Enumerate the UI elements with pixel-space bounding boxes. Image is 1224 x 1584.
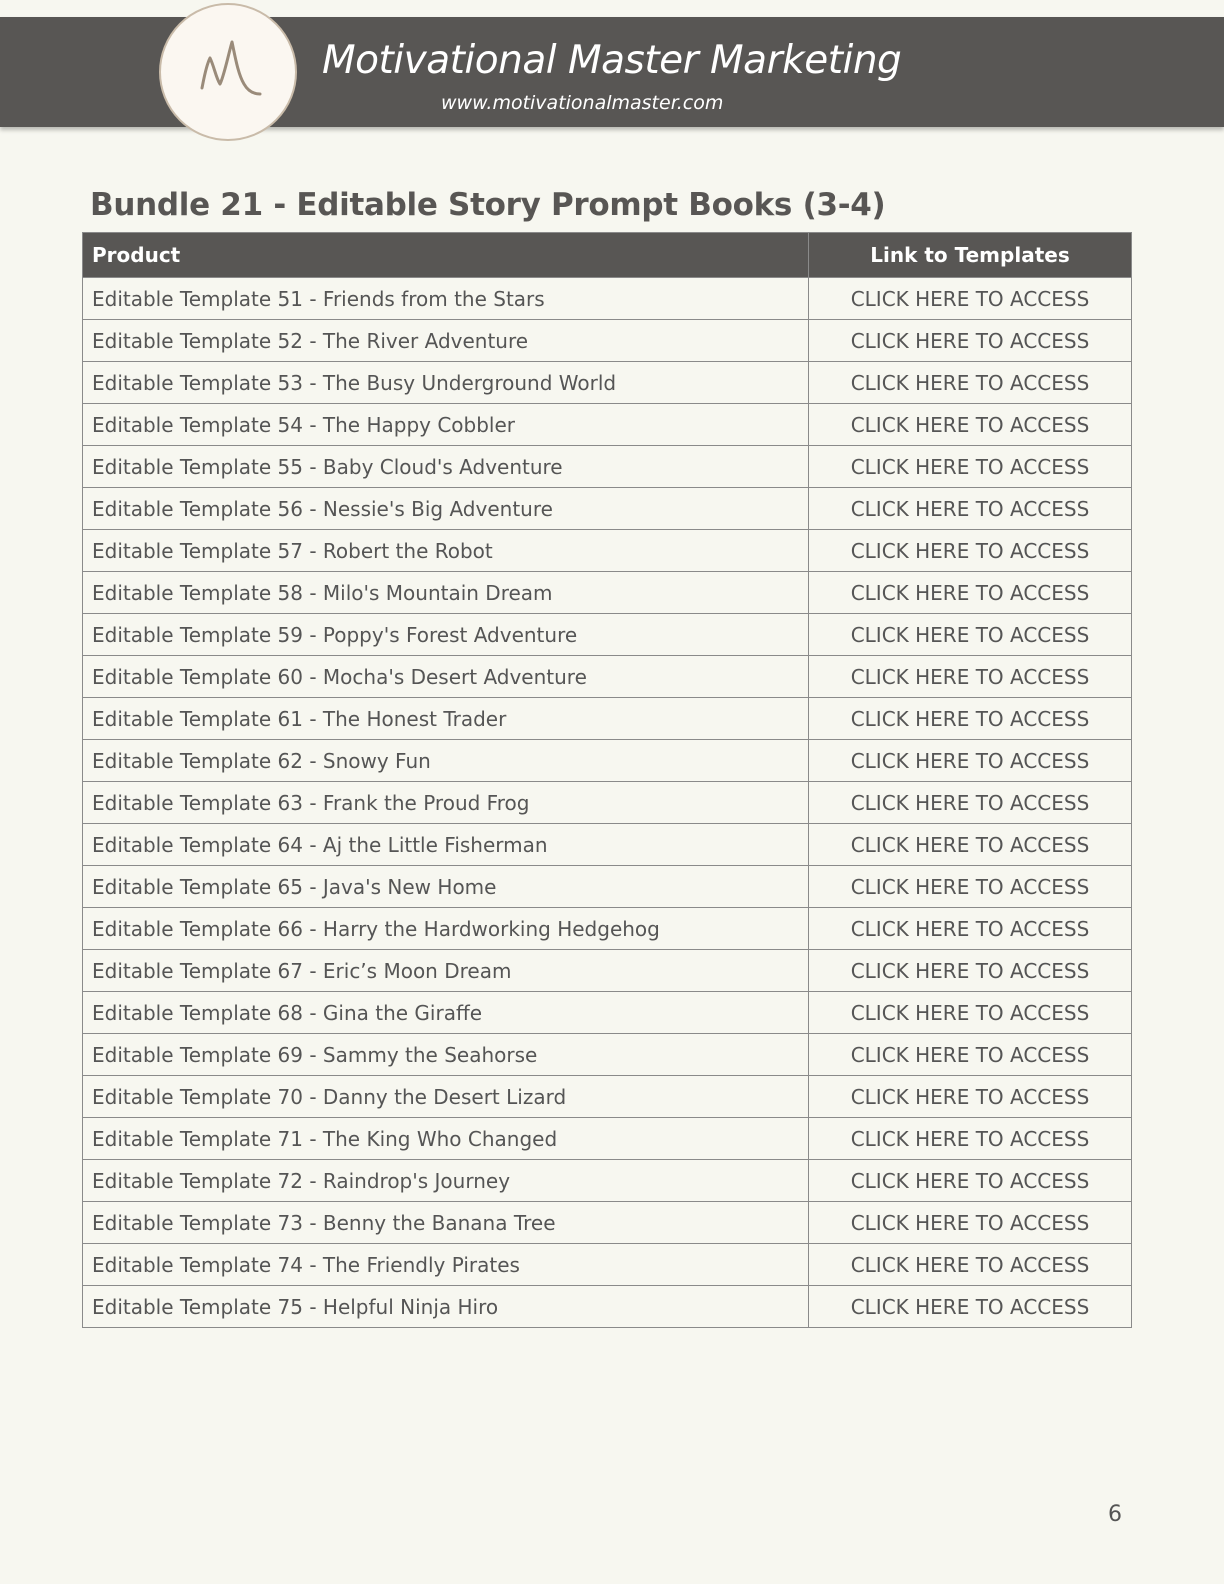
product-name-cell: Editable Template 61 - The Honest Trader: [83, 698, 809, 740]
table-row: [83, 698, 1132, 740]
brand-url[interactable]: www.motivationalmaster.com: [441, 92, 724, 114]
product-name-cell: Editable Template 55 - Baby Cloud's Adventure: [83, 446, 809, 488]
table-row: [83, 992, 1132, 1034]
product-name-cell: Editable Template 69 - Sammy the Seahorse: [83, 1034, 809, 1076]
access-link[interactable]: CLICK HERE TO ACCESS: [809, 488, 1132, 530]
table-row: [83, 362, 1132, 404]
table-row: [83, 614, 1132, 656]
access-link[interactable]: CLICK HERE TO ACCESS: [809, 740, 1132, 782]
table-row: [83, 1076, 1132, 1118]
access-link[interactable]: CLICK HERE TO ACCESS: [809, 404, 1132, 446]
table-row: [83, 320, 1132, 362]
access-link[interactable]: CLICK HERE TO ACCESS: [809, 866, 1132, 908]
product-name-cell: Editable Template 59 - Poppy's Forest Adventure: [83, 614, 809, 656]
m-monogram-icon: [180, 32, 276, 112]
column-header-link: Link to Templates: [809, 233, 1132, 278]
product-name-cell: Editable Template 58 - Milo's Mountain Dream: [83, 572, 809, 614]
access-link[interactable]: CLICK HERE TO ACCESS: [809, 1118, 1132, 1160]
access-link[interactable]: CLICK HERE TO ACCESS: [809, 1160, 1132, 1202]
product-name-cell: Editable Template 73 - Benny the Banana Tree: [83, 1202, 809, 1244]
table-row: [83, 404, 1132, 446]
table-row: [83, 908, 1132, 950]
product-name-cell: Editable Template 60 - Mocha's Desert Adventure: [83, 656, 809, 698]
table-row: [83, 1118, 1132, 1160]
access-link[interactable]: CLICK HERE TO ACCESS: [809, 572, 1132, 614]
table-row: [83, 1034, 1132, 1076]
product-name-cell: Editable Template 66 - Harry the Hardworking Hedgehog: [83, 908, 809, 950]
access-link[interactable]: CLICK HERE TO ACCESS: [809, 1244, 1132, 1286]
access-link[interactable]: CLICK HERE TO ACCESS: [809, 1202, 1132, 1244]
table-row: [83, 950, 1132, 992]
product-name-cell: Editable Template 67 - Eric’s Moon Dream: [83, 950, 809, 992]
product-name-cell: Editable Template 70 - Danny the Desert Lizard: [83, 1076, 809, 1118]
table-row: [83, 740, 1132, 782]
table-row: [83, 1160, 1132, 1202]
access-link[interactable]: CLICK HERE TO ACCESS: [809, 446, 1132, 488]
table-row: [83, 866, 1132, 908]
table-row: [83, 572, 1132, 614]
table-row: [83, 488, 1132, 530]
product-name-cell: Editable Template 65 - Java's New Home: [83, 866, 809, 908]
product-name-cell: Editable Template 68 - Gina the Giraffe: [83, 992, 809, 1034]
access-link[interactable]: CLICK HERE TO ACCESS: [809, 1286, 1132, 1328]
table-row: [83, 530, 1132, 572]
product-name-cell: Editable Template 64 - Aj the Little Fisherman: [83, 824, 809, 866]
access-link[interactable]: CLICK HERE TO ACCESS: [809, 656, 1132, 698]
access-link[interactable]: CLICK HERE TO ACCESS: [809, 908, 1132, 950]
product-name-cell: Editable Template 63 - Frank the Proud Frog: [83, 782, 809, 824]
access-link[interactable]: CLICK HERE TO ACCESS: [809, 824, 1132, 866]
table-row: [83, 824, 1132, 866]
brand-name: Motivational Master Marketing: [322, 38, 902, 83]
product-name-cell: Editable Template 53 - The Busy Underground World: [83, 362, 809, 404]
access-link[interactable]: CLICK HERE TO ACCESS: [809, 530, 1132, 572]
access-link[interactable]: CLICK HERE TO ACCESS: [809, 278, 1132, 320]
product-name-cell: Editable Template 72 - Raindrop's Journey: [83, 1160, 809, 1202]
access-link[interactable]: CLICK HERE TO ACCESS: [809, 320, 1132, 362]
templates-table: [82, 232, 1132, 1328]
product-name-cell: Editable Template 56 - Nessie's Big Adventure: [83, 488, 809, 530]
product-name-cell: Editable Template 57 - Robert the Robot: [83, 530, 809, 572]
product-name-cell: Editable Template 74 - The Friendly Pirates: [83, 1244, 809, 1286]
access-link[interactable]: CLICK HERE TO ACCESS: [809, 614, 1132, 656]
access-link[interactable]: CLICK HERE TO ACCESS: [809, 992, 1132, 1034]
table-row: [83, 1286, 1132, 1328]
access-link[interactable]: CLICK HERE TO ACCESS: [809, 698, 1132, 740]
page-title: Bundle 21 - Editable Story Prompt Books (3-4): [90, 187, 886, 223]
access-link[interactable]: CLICK HERE TO ACCESS: [809, 1076, 1132, 1118]
product-name-cell: Editable Template 71 - The King Who Changed: [83, 1118, 809, 1160]
table-body: [83, 278, 1132, 1328]
product-name-cell: Editable Template 75 - Helpful Ninja Hiro: [83, 1286, 809, 1328]
table-row: [83, 656, 1132, 698]
access-link[interactable]: CLICK HERE TO ACCESS: [809, 782, 1132, 824]
table-row: [83, 278, 1132, 320]
table-header-row: [83, 233, 1132, 278]
product-name-cell: Editable Template 54 - The Happy Cobbler: [83, 404, 809, 446]
table-row: [83, 1244, 1132, 1286]
table-row: [83, 446, 1132, 488]
product-name-cell: Editable Template 52 - The River Adventure: [83, 320, 809, 362]
access-link[interactable]: CLICK HERE TO ACCESS: [809, 362, 1132, 404]
table-row: [83, 1202, 1132, 1244]
brand-logo: [159, 3, 297, 141]
product-name-cell: Editable Template 62 - Snowy Fun: [83, 740, 809, 782]
column-header-product: Product: [83, 233, 809, 278]
access-link[interactable]: CLICK HERE TO ACCESS: [809, 950, 1132, 992]
page-number: 6: [1108, 1502, 1122, 1527]
product-name-cell: Editable Template 51 - Friends from the Stars: [83, 278, 809, 320]
table-row: [83, 782, 1132, 824]
access-link[interactable]: CLICK HERE TO ACCESS: [809, 1034, 1132, 1076]
